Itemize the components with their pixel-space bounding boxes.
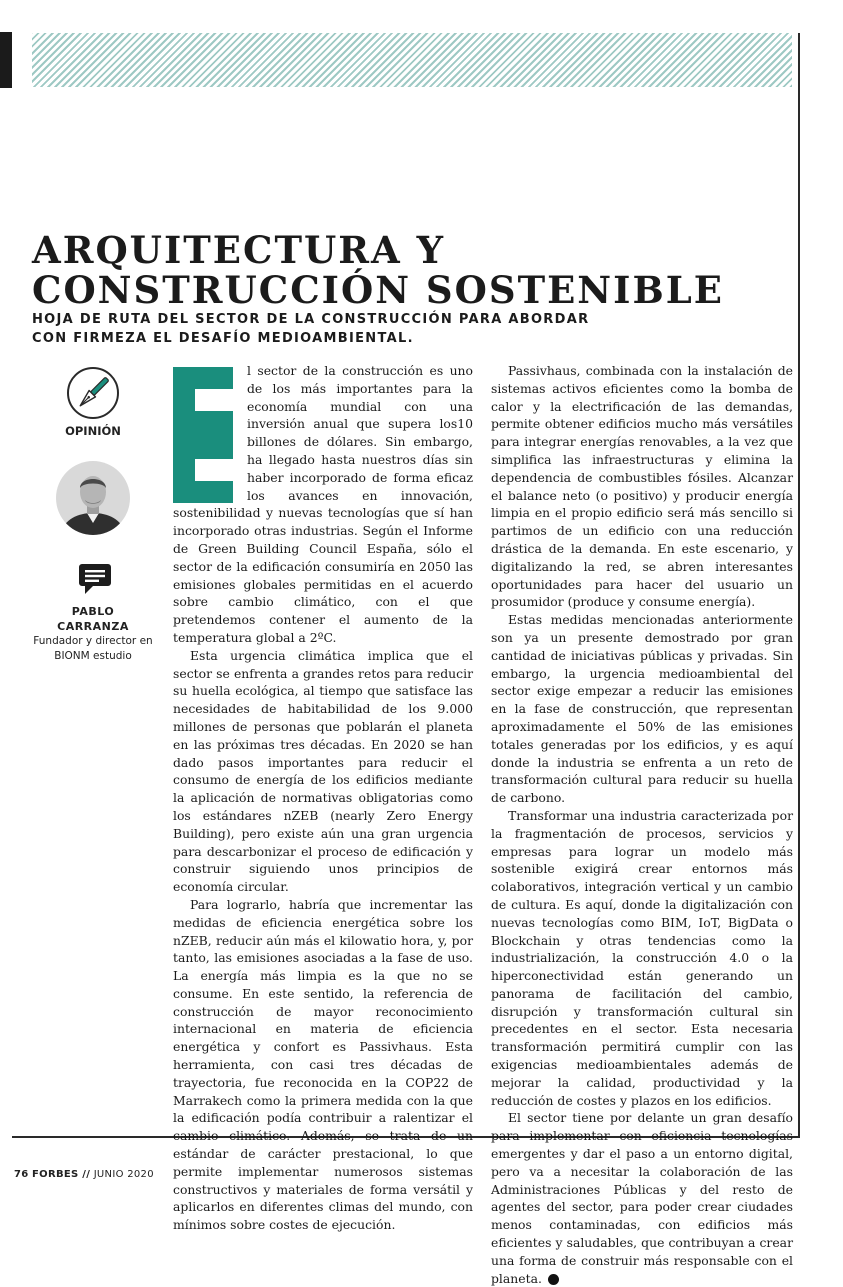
- article-paragraph-1: l sector de la construcción es uno de los más importantes para la economía mundial con una inversión anual que supera los10 billones de dólares. Sin embargo, ha llegado hasta nuestros días sin haber incorporado de forma eficaz los avances en innovación, sostenibilidad y nuevas tecnologías que sí han incorporado otras industrias. Según el Informe de Green Building Council España, sólo el sector de la edificación consumiría en 2050 las emisiones globales permitidas en el acuerdo sobre cambio climático, con el que pretendemos contener el aumento de la temperatura global a 2ºC.: [173, 363, 473, 645]
- author-first-name: PABLO: [71, 605, 115, 618]
- drop-cap-letter-e: [173, 367, 233, 503]
- author-role-line-2: BIONM estudio: [54, 650, 132, 662]
- magazine-brand: FORBES //: [32, 1169, 91, 1180]
- article-paragraph-2: Esta urgencia climática implica que el sector se enfrenta a grandes retos para reducir su huella ecológica, al tiempo que satisface las necesidades de habitabilidad de los 9.000 millones de personas que poblarán el planeta en las próximas tres décadas. En 2020 se han dado pasos importantes para reducir el consumo de energía de los edificios mediante la aplicación de normativas obligatorias como los estándares nZEB (nearly Zero Energy Building), pero existe aún una gran urgencia para descarbonizar el proceso de edificación y construir siguiendo unos principios de economía circular.: [173, 647, 473, 895]
- author-role-line-1: Fundador y director en: [33, 635, 153, 647]
- article-paragraph-7: [491, 1109, 793, 1287]
- page-spine-marker: [0, 32, 12, 88]
- subtitle-line-2: CON FIRMEZA EL DESAFÍO MEDIOAMBIENTAL.: [32, 331, 414, 346]
- article-title: [32, 230, 724, 310]
- section-label: OPINIÓN: [65, 424, 121, 438]
- title-line-2: CONSTRUCCIÓN SOSTENIBLE: [32, 268, 724, 312]
- issue-date: JUNIO 2020: [93, 1169, 154, 1180]
- article-paragraph-6: Transformar una industria caracterizada por la fragmentación de procesos, servicios y empresas para lograr un modelo más sostenible exigirá crear entornos más colaborativos, integración vertical y un cambio de cultura. Es aquí, donde la digitalización con nuevas tecnologías como BIM, IoT, BigData o Blockchain y otras tendencias como la industrialización, la construcción 4.0 o la hiperconectividad están generando un panorama de facilitación del cambio, disrupción y transformación cultural sin precedentes en el sector. Esta necesaria transformación permitirá cumplir con las exigencias medioambientales además de mejorar la calidad, productividad y la reducción de costes y plazos en los edificios.: [491, 807, 793, 1108]
- author-role: [30, 634, 156, 664]
- page-number: 76: [14, 1169, 29, 1180]
- speech-bubble-icon: [77, 561, 113, 597]
- article-column-1: [173, 362, 473, 1234]
- article-paragraph-4: Passivhaus, combinada con la instalación de sistemas activos eficientes como la bomba de calor y la electrificación de las demandas, permite obtener edificios mucho más versátiles para integrar energías renovables, a la vez que simplifica las infraestructuras y elimina la dependencia de combustibles fósiles. Alcanzar el balance neto (o positivo) y producir energía limpia en el propio edificio será más sencillo si partimos de un edificio con una reducción drástica de la demanda. En este escenario, y digitalizando la red, se abren interesantes oportunidades para hacer del usuario un prosumidor (produce y consume energía).: [491, 363, 793, 610]
- article-column-2: [491, 362, 793, 1287]
- author-last-name: CARRANZA: [57, 620, 129, 633]
- author-avatar: [56, 461, 130, 535]
- author-name: [30, 604, 156, 634]
- pen-nib-icon: [66, 366, 120, 420]
- page-footer: [14, 1169, 154, 1180]
- article-subtitle: [32, 310, 652, 348]
- title-line-1: ARQUITECTURA Y: [32, 228, 445, 272]
- article-paragraph-7-text: El sector tiene por delante un gran desafío para implementar con eficiencia tecnologías emergentes y dar el paso a un entorno digital, pero va a necesitar la colaboración de las Administraciones Públicas y del resto de agentes del sector, para poder crear ciudades menos contaminadas, con edificios más eficientes y saludables, que contribuyan a crear una forma de construir más responsable con el planeta.: [491, 1110, 793, 1286]
- article-paragraph-5: Estas medidas mencionadas anteriormente son ya un presente demostrado por gran cantidad de iniciativas públicas y privadas. Sin embargo, la urgencia medioambiental del sector exige empezar a reducir las emisiones en la fase de construcción, que representan aproximadamente el 50% de las emisiones totales generadas por los edificios, y es aquí donde la industria se enfrenta a un reto de transformación cultural para reducir su huella de carbono.: [491, 612, 793, 806]
- end-of-article-icon: [548, 1274, 559, 1285]
- article-paragraph-3: Para lograrlo, habría que incrementar las medidas de eficiencia energética sobre los nZEB, reducir aún más el kilowatio hora, y, por tanto, las emisiones asociadas a la fase de uso. La energía más limpia es la que no se consume. En este sentido, la referencia de construcción de mayor reconocimiento internacional en materia de eficiencia energética y confort es Passivhaus. Esta herramienta, con casi tres décadas de trayectoria, fue reconocida en la COP22 de Marrakech como la primera medida con la que la edificación podía contribuir a ralentizar el cambio climático. Además, se trata de un estándar de carácter prestacional, lo que permite implementar numerosos sistemas constructivos y materiales de forma versátil y aplicarlos en diferentes climas del mundo, con mínimos sobre costes de ejecución.: [173, 896, 473, 1233]
- frame-rule-right: [798, 33, 800, 1137]
- header-hatch-band: [32, 33, 792, 87]
- subtitle-line-1: HOJA DE RUTA DEL SECTOR DE LA CONSTRUCCIÓN PARA ABORDAR: [32, 312, 590, 327]
